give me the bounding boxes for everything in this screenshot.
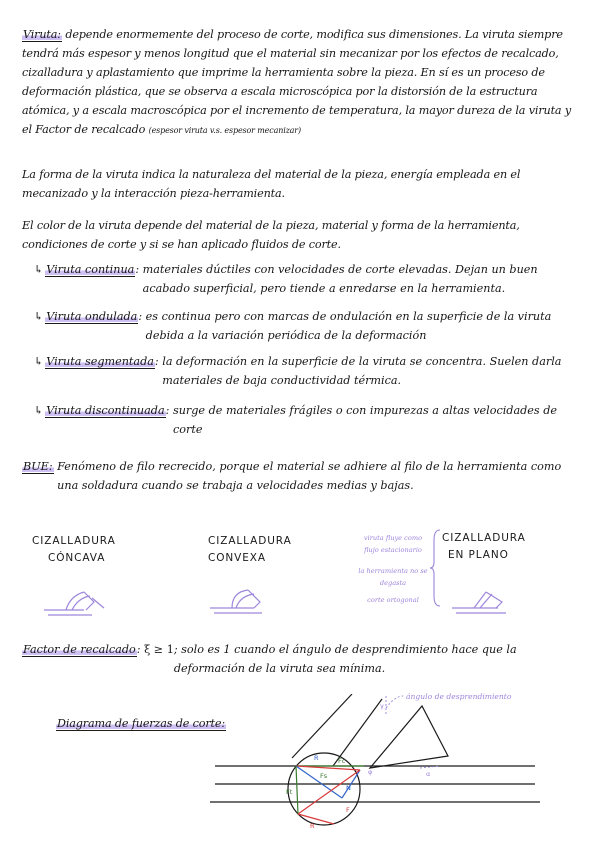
bue-lead [22, 457, 57, 495]
type-ondulada-term: Viruta ondulada [46, 310, 138, 323]
vector-f [298, 770, 360, 814]
sketch-plano-icon [450, 586, 520, 618]
factor-recalcado-formula: ξ ≥ 1 [144, 643, 174, 656]
vector-label-f: F [346, 806, 350, 814]
type-continua-text: materiales dúctiles con velocidades de corte elevadas. Dejan un buen acabado superficial, pero tiende a enredarse en la herramienta. [142, 263, 538, 295]
cizalladura-plano-label [442, 530, 526, 564]
angle-label: ángulo de desprendimiento [406, 692, 512, 701]
vector-fs [296, 766, 342, 798]
factor-recalcado-lead: Factor de recalcado: ξ ≥ 1 [23, 643, 174, 656]
cizalladura-convexa-label [208, 533, 292, 567]
type-ondulada [34, 307, 584, 345]
vector-label-fc: Fc [338, 757, 346, 765]
chip-shear-line [333, 699, 382, 766]
cizalladura-convexa-line2: CONVEXA [208, 552, 266, 564]
vector-label-n: N [346, 784, 351, 792]
tool-outline [370, 706, 448, 768]
type-ondulada-text: es continua pero con marcas de ondulación en la superficie de la viruta debida a la variación periódica de la deformación [145, 310, 552, 342]
type-continua-term: Viruta continua [46, 263, 135, 276]
factor-recalcado [22, 640, 582, 678]
cizalladura-concava-line1: CIZALLADURA [32, 535, 116, 547]
arrow-icon: ↳ [34, 404, 44, 417]
factor-recalcado-term: Factor de recalcado [23, 643, 136, 656]
type-discontinuada-lead: ↳ Viruta discontinuada: [34, 404, 173, 417]
bue-text: Fenómeno de filo recrecido, porque el material se adhiere al filo de la herramienta como una soldadura cuando se trabaja a velocidades medias y bajas. [57, 460, 562, 492]
notes-bracket [430, 528, 444, 608]
arrow-icon: ↳ [34, 263, 44, 276]
vector-label-fs: Fs [320, 772, 328, 780]
cizalladura-concava-label [32, 533, 116, 567]
viruta-definition [22, 25, 582, 140]
plano-note-ortogonal: corte ortogonal [367, 596, 419, 604]
type-discontinuada-term: Viruta discontinuada [46, 404, 165, 417]
vector-label-r2: R [310, 822, 315, 830]
angle-label-gamma: γ [380, 702, 384, 710]
vector-label-r: R [314, 754, 319, 762]
type-segmentada-lead: ↳ Viruta segmentada: [34, 355, 163, 368]
cizalladura-plano-line1: CIZALLADURA [442, 532, 526, 544]
plano-note-degasta: la herramienta no se degasta [358, 567, 428, 587]
type-segmentada-text: la deformación en la superficie de la viruta se concentra. Suelen darla materiales de baja conductividad térmica. [162, 355, 562, 387]
bue-term: BUE: [23, 460, 53, 473]
angle-label-phi: φ [368, 768, 373, 776]
vector-label-ft: Ft [286, 788, 293, 796]
type-segmentada [34, 352, 584, 390]
viruta-definition-text: depende enormemente del proceso de corte, modifica sus dimensiones. La viruta siempre tendrá más espesor y menos longitud que el material sin mecanizar por los efectos de recalcado, cizalladura y aplastamiento que imprime la herramienta sobre la pieza. En sí es un proceso de deformación plástica, que se observa a escala microscópica por la distorsión de la estructura atómica, y a escala macroscópica por el incremento de temperatura, la mayor dureza de la viruta y el Factor de recalcado [22, 28, 572, 136]
term-viruta: Viruta: [23, 28, 61, 41]
type-ondulada-lead: ↳ Viruta ondulada: [34, 310, 146, 323]
cizalladura-convexa-line1: CIZALLADURA [208, 535, 292, 547]
type-continua [34, 260, 584, 298]
type-discontinuada-text: surge de materiales frágiles o con impurezas a altas velocidades de corte [172, 404, 557, 436]
sketch-convexa-icon [208, 586, 278, 618]
type-continua-lead: ↳ Viruta continua: [34, 263, 143, 276]
angle-label-alpha: α [426, 770, 431, 778]
cizalladura-plano-line2: EN PLANO [448, 549, 509, 561]
type-discontinuada [34, 401, 584, 439]
vector-ft [296, 766, 298, 814]
arrow-icon: ↳ [34, 355, 44, 368]
cizalladura-concava-line2: CÓNCAVA [48, 552, 106, 564]
chip-outline [292, 694, 352, 758]
arrow-icon: ↳ [34, 310, 44, 323]
factor-recalcado-text: ; solo es 1 cuando el ángulo de desprendimiento hace que la deformación de la viruta sea mínima. [173, 643, 517, 675]
sketch-concava-icon [42, 588, 112, 620]
color-viruta-paragraph: El color de la viruta depende del material de la pieza, material y forma de la herramienta, condiciones de corte y si se han aplicado fluidos de corte. [22, 219, 520, 251]
bue-definition [22, 457, 562, 495]
type-segmentada-term: Viruta segmentada [46, 355, 154, 368]
plano-note-flujo: viruta fluye como flujo estacionario [363, 534, 423, 554]
force-diagram [200, 694, 600, 844]
forma-viruta-paragraph: La forma de la viruta indica la naturaleza del material de la pieza, energía empleada en el mecanizado y la interacción pieza-herramienta. [22, 168, 521, 200]
diagram-title-text: Diagrama de fuerzas de corte: [57, 717, 225, 730]
viruta-definition-aside: (espesor viruta v.s. espesor mecanizar) [148, 126, 301, 135]
